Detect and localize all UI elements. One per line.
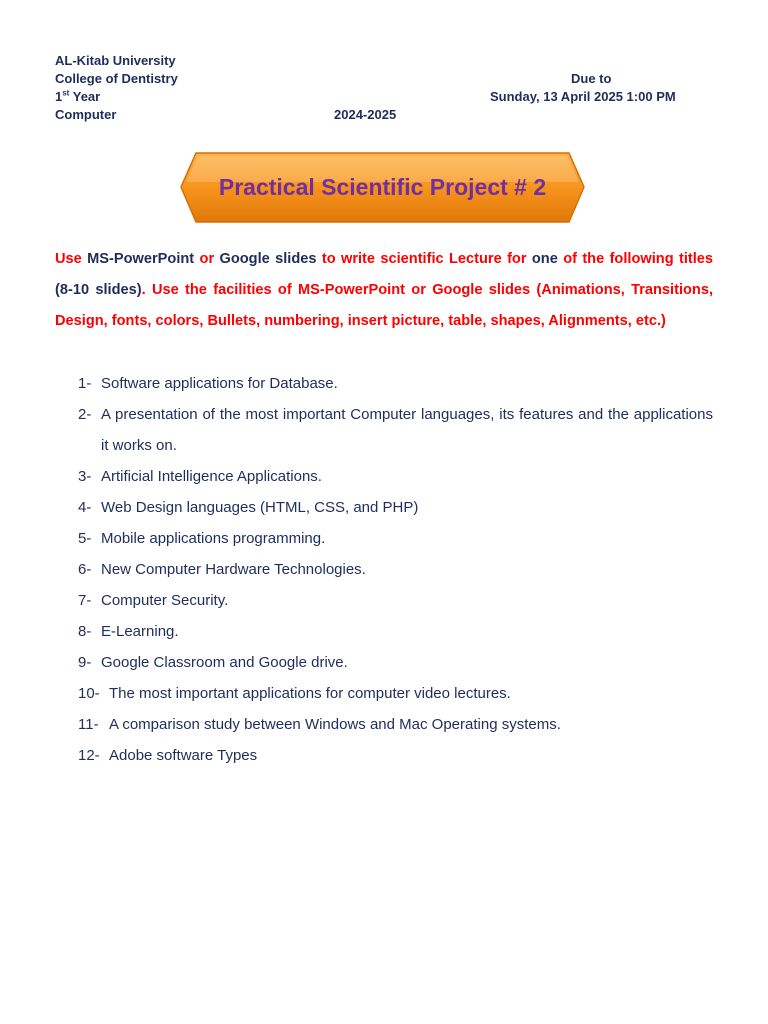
intro-slide-count: (8-10 slides)	[55, 282, 142, 298]
list-text: E-Learning.	[101, 623, 179, 640]
list-number: 3-	[78, 468, 92, 485]
list-number: 9-	[78, 654, 92, 671]
list-number: 1-	[78, 375, 92, 392]
instructions-paragraph	[55, 244, 713, 337]
banner-title: Practical Scientific Project # 2	[218, 174, 547, 200]
intro-text: Use	[55, 251, 88, 267]
list-text: Software applications for Database.	[101, 375, 338, 392]
list-number: 8-	[78, 623, 92, 640]
intro-emphasis-one: one	[531, 251, 558, 267]
list-item	[78, 709, 713, 740]
list-number: 12-	[78, 747, 100, 764]
subject-label: Computer	[55, 107, 117, 122]
list-item	[78, 647, 713, 678]
list-number: 5-	[78, 530, 92, 547]
intro-text: of the following titles	[557, 251, 714, 267]
list-number: 11-	[78, 716, 99, 733]
college-name: College of Dentistry	[55, 71, 178, 86]
list-number: 6-	[78, 561, 92, 578]
list-text: Mobile applications programming.	[101, 530, 326, 547]
list-item	[78, 678, 713, 709]
list-item	[78, 554, 713, 585]
list-item	[78, 399, 713, 461]
list-item	[78, 492, 713, 523]
list-item	[78, 740, 713, 771]
list-text: The most important applications for computer video lectures.	[109, 685, 511, 702]
intro-software-2: Google slides	[219, 251, 317, 267]
due-label: Due to	[571, 71, 612, 86]
academic-year: 2024-2025	[334, 107, 397, 122]
list-item	[78, 461, 713, 492]
title-banner	[180, 152, 585, 223]
list-text: A presentation of the most important Computer languages, its features and the applications it works on.	[101, 406, 713, 454]
list-text: Adobe software Types	[109, 747, 258, 764]
list-item	[78, 523, 713, 554]
titles-list	[78, 368, 713, 771]
year-word: Year	[69, 89, 101, 104]
intro-software-1: MS-PowerPoint	[87, 251, 195, 267]
list-text: Google Classroom and Google drive.	[101, 654, 348, 671]
list-item	[78, 585, 713, 616]
intro-text: to write scientific Lecture for	[316, 251, 532, 267]
year-suffix: st	[62, 88, 70, 98]
list-item	[78, 616, 713, 647]
year-label	[55, 88, 100, 106]
list-text: Computer Security.	[101, 592, 229, 609]
intro-facilities: . Use the facilities of MS-PowerPoint or Google slides (Animations, Transitions, Design, fonts, colors, Bullets, numbering, insert picture, table, shapes, Alignments, etc.)	[55, 282, 713, 329]
list-text: Web Design languages (HTML, CSS, and PHP)	[101, 499, 419, 516]
year-number: 1	[55, 89, 63, 104]
due-date: Sunday, 13 April 2025 1:00 PM	[490, 89, 676, 104]
list-text: New Computer Hardware Technologies.	[101, 561, 366, 578]
list-number: 2-	[78, 406, 92, 423]
intro-text: or	[194, 251, 220, 267]
list-number: 10-	[78, 685, 100, 702]
list-item	[78, 368, 713, 399]
list-text: Artificial Intelligence Applications.	[101, 468, 322, 485]
list-number: 4-	[78, 499, 92, 516]
list-number: 7-	[78, 592, 92, 609]
list-text: A comparison study between Windows and Mac Operating systems.	[109, 716, 561, 733]
university-name: AL-Kitab University	[55, 53, 176, 68]
